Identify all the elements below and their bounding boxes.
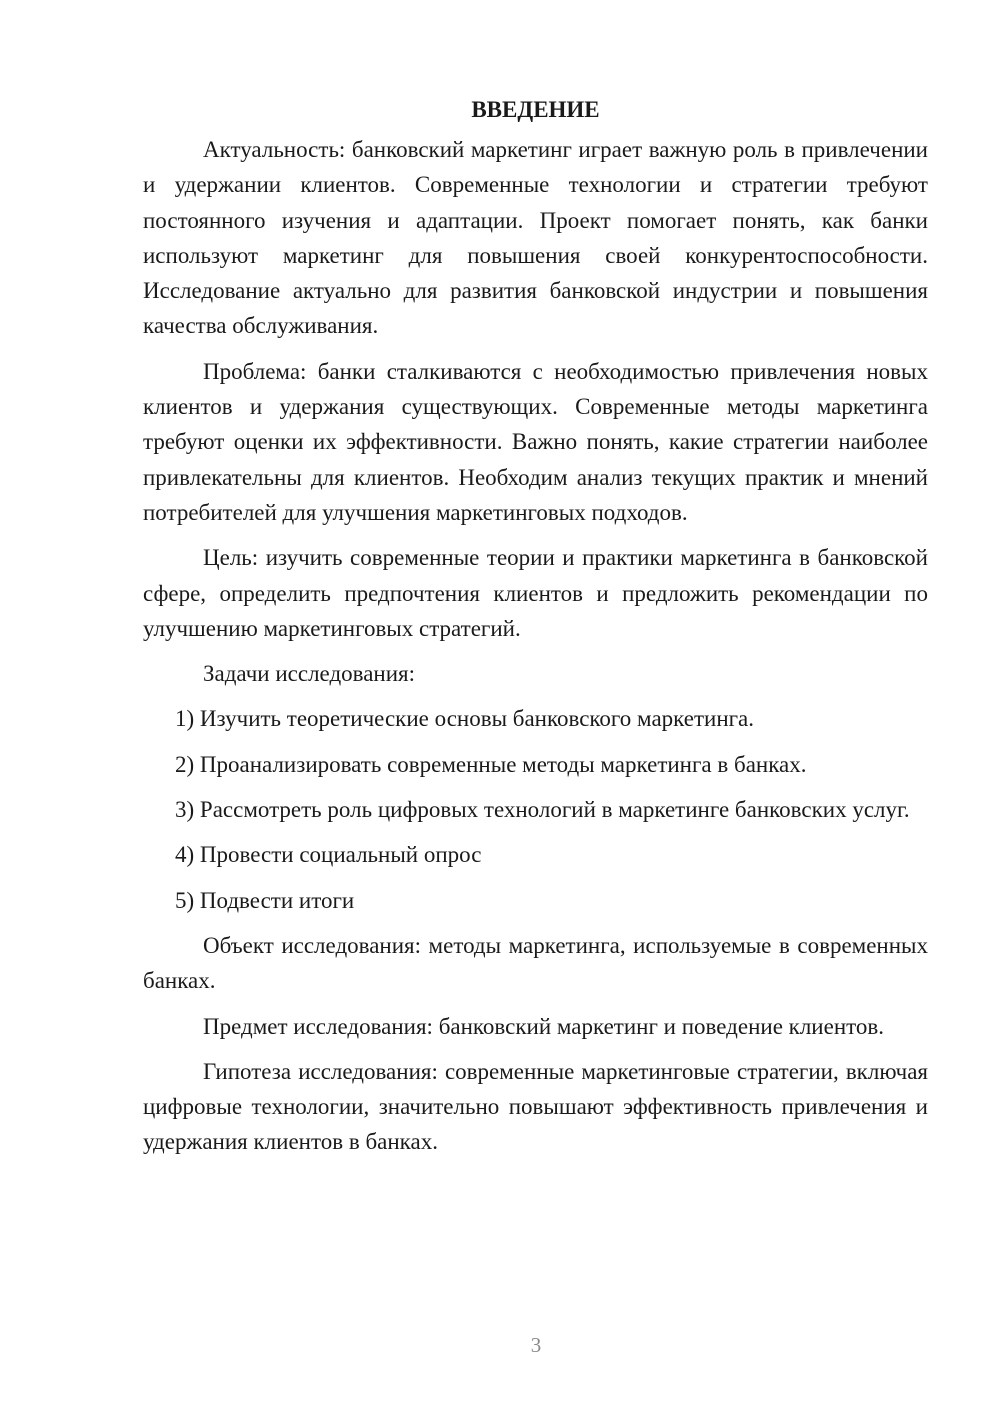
task-item-1: 1) Изучить теоретические основы банковского маркетинга. <box>175 706 755 732</box>
page-number: 3 <box>530 1333 542 1357</box>
paragraph-subject: Предмет исследования: банковский маркетинг и поведение клиентов. <box>203 1013 884 1039</box>
paragraph-tasks-title: Задачи исследования: <box>203 661 416 687</box>
paragraph-problem: Проблема: банки сталкиваются с необходимостью привлечения новых клиентов и удержания существующих. Современные методы маркетинга требуют оценки их эффективности. Важно понять, какие стратегии наиболее привлекательны для клиентов. Необходим анализ текущих практик и мнений потребителей для улучшения маркетинговых подходов. <box>143 358 928 525</box>
paragraph-hypothesis: Гипотеза исследования: современные маркетинговые стратегии, включая цифровые технологии, значительно повышают эффективность привлечения и удержания клиентов в банках. <box>143 1058 928 1155</box>
paragraph-relevance: Актуальность: банковский маркетинг играет важную роль в привлечении и удержании клиентов. Современные технологии и стратегии требуют постоянного изучения и адаптации. Проект помогает понять, как банки используют маркетинг для повышения своей конкурентоспособности. Исследование актуально для развития банковской индустрии и повышения качества обслуживания. <box>143 137 928 339</box>
paragraph-goal: Цель: изучить современные теории и практики маркетинга в банковской сфере, определить предпочтения клиентов и предложить рекомендации по улучшению маркетинговых стратегий. <box>143 545 928 641</box>
task-item-4: 4) Провести социальный опрос <box>175 842 482 868</box>
task-item-3: 3) Рассмотреть роль цифровых технологий в маркетинге банковских услуг. <box>175 797 910 823</box>
section-heading: ВВЕДЕНИЕ <box>471 97 600 122</box>
page-content <box>143 92 928 1170</box>
paragraph-object: Объект исследования: методы маркетинга, используемые в современных банках. <box>143 932 928 994</box>
task-item-5: 5) Подвести итоги <box>175 887 355 913</box>
task-item-2: 2) Проанализировать современные методы маркетинга в банках. <box>175 751 807 777</box>
